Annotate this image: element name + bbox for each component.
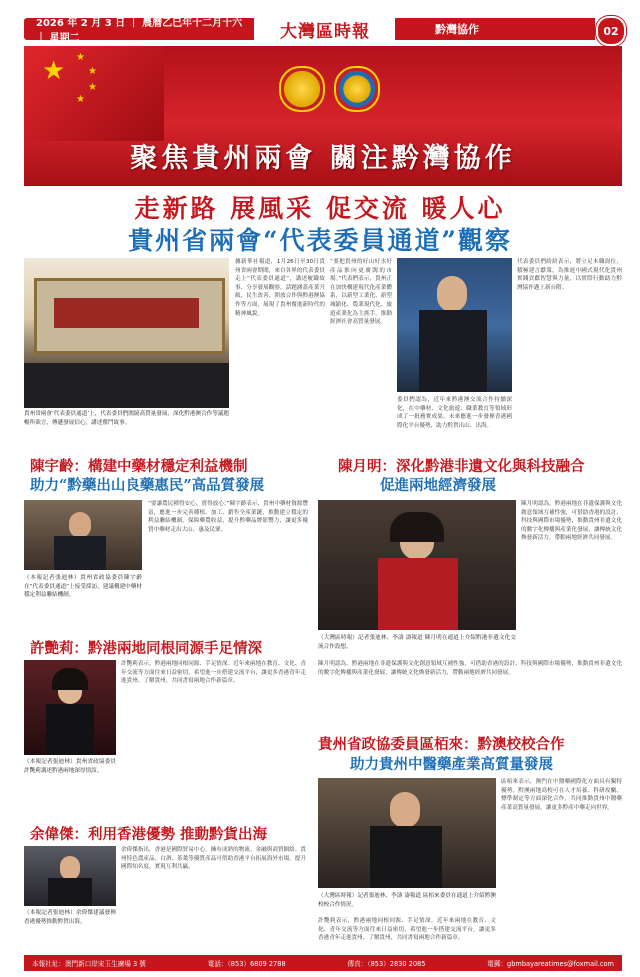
intro-column-4: 代表委員們紛紛表示，將立足本職崗位，積極建言獻策，為推進中國式現代化貴州實踐貢獻智慧與力量，以實際行動助力黔灣協作邁上新台階。 (517, 259, 622, 291)
star-icon: ★ (42, 56, 66, 86)
footer-email: 電郵：gbmbayareatimes@foxmail.com (487, 960, 614, 968)
page-header (0, 0, 640, 44)
main-title-line1: 走新路 展風采 促交流 暖人心 (134, 194, 506, 223)
story2-body-top: 陳月明認為，黔港兩地在非遺保護與文化創意領域互補性強，可借助香港的設計、科技與國際市場優勢，推動貴州非遺文化的數字化傳播與產業化發展，讓傳統文化煥發新活力，帶動兩地經濟共同發展。 (521, 501, 622, 542)
story4-caption: （本報記者張迪林）余偉傑建議發揮香港優勢推動黔貨出海。 (24, 910, 116, 925)
hall-photo (24, 258, 229, 408)
story1-subtitle: 助力“黔藥出山良藥惠民”高品質發展 (30, 477, 265, 494)
story5-title: 貴州省政協委員區栢來：黔澳校校合作 (318, 736, 565, 753)
story5-subtitle: 助力貴州中醫藥產業高質量發展 (350, 756, 553, 773)
story3-caption: （本報記者張迪林）貴州省政協委員許艷莉講述黔港兩地深厚情誼。 (24, 759, 116, 774)
story1-body: “要讓農民種得安心、賣得放心。”陳宇齡表示，貴州中藥材資源豐富，應進一步完善種植、加工、銷售全產業鏈，推動建立穩定的利益聯結機制，保障藥農收益，提升黔藥品牌影響力，讓更多優質中藥材走出大山、惠及民眾。 (148, 501, 308, 533)
story5-intro-body: 陳月明認為，黔港兩地在非遺保護與文化創意領域互補性強，可借助香港的設計、科技與國際市場優勢，推動貴州非遺文化的數字化傳播與產業化發展，讓傳統文化煥發新活力，帶動兩地經濟共同發展。 (318, 661, 622, 676)
story4-body: 余偉傑指出，香港是國際貿易中心，擁有成熟的物流、金融與商貿網絡。貴州特色農產品、白酒、茶葉等優質產品可借助香港平台拓展海外市場，提升國際知名度，實現互利共贏。 (121, 847, 306, 871)
story2-caption: （大灣區時報）記者張迪林、李濤 濤報道 陳月明在通道上介紹黔港非遺文化交流合作設想。 (318, 635, 516, 650)
intro-column-1: 據新華社報道，1月26日至30日貴州省兩會期間，來自各界的代表委員走上“代表委員通道”，講述履職故事、分享發展觀察，話題涵蓋產業升級、民生改善、開放合作與黔港澳協作等方面，展現了貴州奮進新時代的精神風貌。 (235, 259, 325, 317)
footer-phone: 電話：（853）6809 2788 (207, 960, 286, 968)
date-line: 2026 年 2 月 3 日 ｜ 農曆乙巳年十二月十六 ｜ 星期二 (24, 18, 254, 40)
star-icon: ★ (88, 82, 97, 93)
intro-column-3: 委員們認為，近年來黔港澳交流合作持續深化，在中藥材、文化旅遊、職業教育等領域形成了一批務實成果。未來應進一步發揮香港國際化平台優勢，助力黔貨出山、出海。 (397, 397, 512, 429)
story5-caption: （大灣區時報）記者張迪林、李濤 濤報道 區栢來委員在通道上介紹黔澳校校合作情況。 (318, 893, 496, 908)
intro-caption: 貴州省兩會‘代表委員通道’上，代表委員們圍繞高質量發展、深化黔港澳合作等議題暢所欲言，傳遞發展信心，講述奮鬥故事。 (24, 411, 229, 426)
star-icon: ★ (76, 94, 85, 105)
main-title-line2: 貴州省兩會“代表委員通道”觀察 (128, 226, 512, 255)
story2-subtitle: 促進兩地經濟發展 (380, 477, 496, 494)
banner (24, 46, 622, 186)
story1-title: 陳宇齡：構建中藥材穩定利益機制 (30, 458, 248, 475)
banner-headline: 聚焦貴州兩會 關注黔灣協作 (130, 143, 516, 174)
footer-fax: 傳真：（853）2830 2085 (347, 960, 426, 968)
section-name: 黔灣協作 (395, 18, 595, 40)
story5-body-bottom: 許艷莉表示，黔港兩地同根同源、手足情深。近年來兩地在教育、文化、青年交流等方面往來日益密切，希望進一步搭建交流平台，讓更多香港青年走進貴州、了解貴州，共同書寫兩地合作新篇章。 (318, 918, 496, 942)
story1-caption: （本報記者張迪林）貴州省政協委員陳宇齡在“代表委員通道”上接受採訪，建議構建中藥材穩定利益聯結機制。 (24, 575, 142, 599)
newspaper-logo: 大灣區時報 (280, 21, 370, 42)
story3-title: 許艷莉：黔港兩地同根同源手足情深 (30, 640, 262, 657)
intro-column-2: “要把貴州的好山好水好產品推向更廣闊的市場。”代表們表示，貴州正在加快構建現代化產業體系，以新型工業化、新型城鎮化、農業現代化、旅遊產業化為主抓手，推動經濟社會高質量發展。 (330, 259, 392, 326)
star-icon: ★ (76, 52, 85, 63)
page-number: 02 (596, 16, 626, 46)
page-footer (24, 955, 622, 971)
story1-photo (24, 500, 142, 570)
story2-photo (318, 500, 516, 630)
story5-photo (318, 778, 496, 888)
story4-photo (24, 846, 116, 906)
story3-body: 許艷莉表示，黔港兩地同根同源、手足情深。近年來兩地在教育、文化、青年交流等方面往來日益密切，希望進一步搭建交流平台，讓更多香港青年走進貴州、了解貴州，共同書寫兩地合作新篇章。 (121, 661, 306, 685)
flag-graphic (24, 46, 164, 141)
star-icon: ★ (88, 66, 97, 77)
story5-body: 區栢來表示，澳門在中醫藥國際化方面具有獨特優勢，黔澳兩地高校可在人才培養、科研攻關、標準制定等方面深化合作，共同推動貴州中醫藥產業高質量發展，讓更多黔產中藥走向世界。 (501, 779, 622, 811)
story4-title: 余偉傑：利用香港優勢 推動黔貨出海 (30, 826, 268, 843)
cppcc-emblem-icon (334, 66, 380, 112)
story3-photo (24, 660, 116, 755)
speaker-photo (397, 258, 512, 392)
footer-address: 本報社址：澳門新口岸宋玉生廣場 3 號 (32, 960, 146, 968)
national-emblem-icon (279, 66, 325, 112)
story2-title: 陳月明：深化黔港非遺文化與科技融合 (338, 458, 585, 475)
